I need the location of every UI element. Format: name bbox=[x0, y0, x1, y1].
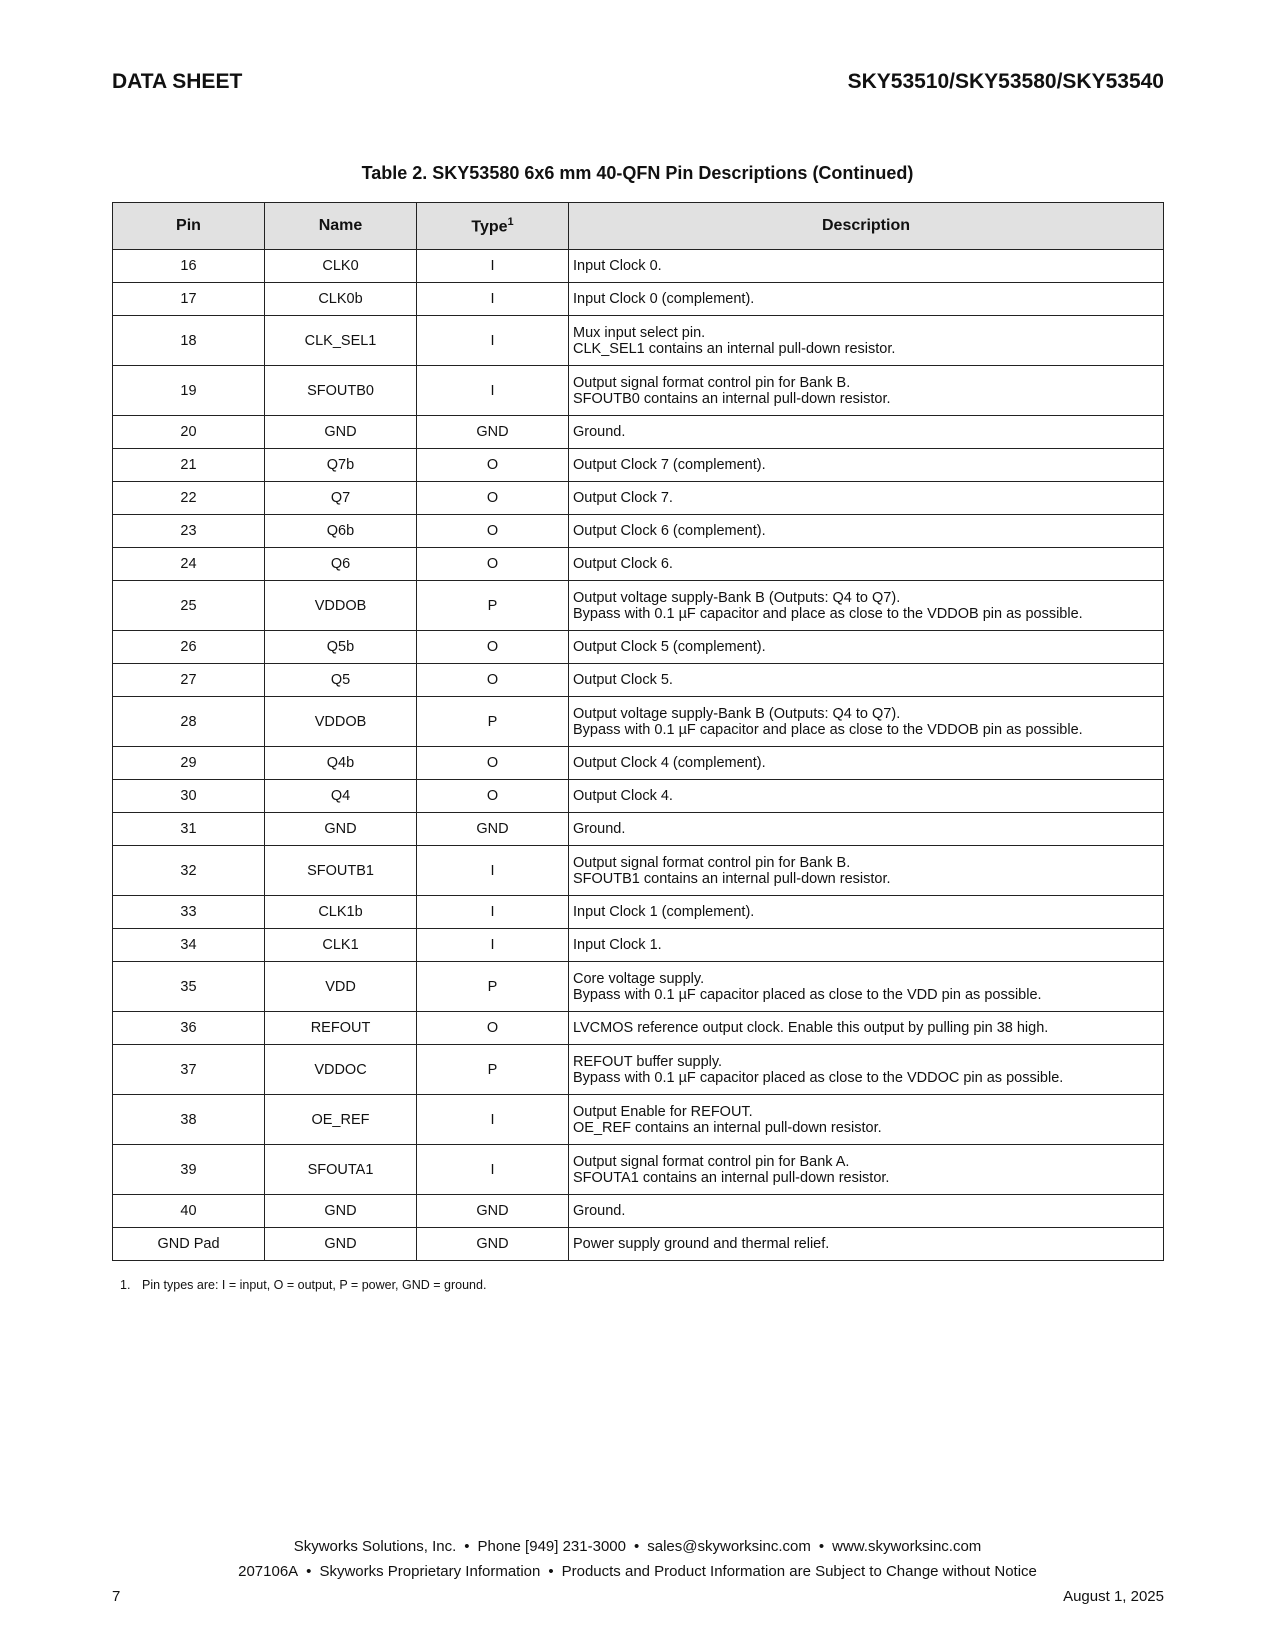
description-line: Bypass with 0.1 µF capacitor and place as close to the VDDOB pin as possible. bbox=[573, 605, 1083, 622]
cell-type: I bbox=[417, 846, 569, 896]
table-row bbox=[113, 664, 1164, 697]
cell-name: Q4b bbox=[265, 747, 417, 780]
column-header-type bbox=[417, 203, 569, 250]
table-body bbox=[113, 250, 1164, 1261]
column-header-pin: Pin bbox=[113, 203, 265, 250]
cell-name: GND bbox=[265, 1228, 417, 1261]
cell-pin: 33 bbox=[113, 896, 265, 929]
cell-pin: 25 bbox=[113, 581, 265, 631]
cell-type: P bbox=[417, 1045, 569, 1095]
cell-type: I bbox=[417, 283, 569, 316]
cell-name: GND bbox=[265, 416, 417, 449]
cell-pin: 24 bbox=[113, 548, 265, 581]
footer-website-link[interactable]: www.skyworksinc.com bbox=[832, 1538, 982, 1555]
table-row bbox=[113, 581, 1164, 631]
column-header-description: Description bbox=[569, 203, 1164, 250]
cell-pin: 29 bbox=[113, 747, 265, 780]
cell-pin: 23 bbox=[113, 515, 265, 548]
table-row bbox=[113, 813, 1164, 846]
cell-name: Q4 bbox=[265, 780, 417, 813]
footer-bullet: • bbox=[306, 1563, 312, 1580]
cell-name: VDD bbox=[265, 962, 417, 1012]
table-row bbox=[113, 1228, 1164, 1261]
table-row bbox=[113, 697, 1164, 747]
cell-pin: 40 bbox=[113, 1195, 265, 1228]
table-row bbox=[113, 283, 1164, 316]
footer-bullet: • bbox=[548, 1563, 554, 1580]
cell-pin: 28 bbox=[113, 697, 265, 747]
cell-description bbox=[569, 846, 1164, 896]
description-line: Output voltage supply-Bank B (Outputs: Q4 to Q7). bbox=[573, 589, 901, 606]
cell-description bbox=[569, 515, 1164, 548]
description-line: Output signal format control pin for Bank B. bbox=[573, 374, 851, 391]
cell-name: GND bbox=[265, 813, 417, 846]
table-row bbox=[113, 482, 1164, 515]
cell-type: P bbox=[417, 581, 569, 631]
description-line: SFOUTB0 contains an internal pull-down resistor. bbox=[573, 390, 891, 407]
table-row bbox=[113, 416, 1164, 449]
table-row bbox=[113, 1145, 1164, 1195]
page-number: 7 bbox=[112, 1588, 121, 1605]
column-header-name: Name bbox=[265, 203, 417, 250]
cell-description bbox=[569, 929, 1164, 962]
footer-bullet: • bbox=[464, 1538, 470, 1555]
description-line: CLK_SEL1 contains an internal pull-down resistor. bbox=[573, 340, 896, 357]
cell-type: GND bbox=[417, 813, 569, 846]
cell-name: REFOUT bbox=[265, 1012, 417, 1045]
description-line: Output Clock 6 (complement). bbox=[573, 523, 766, 539]
table-row bbox=[113, 316, 1164, 366]
cell-description bbox=[569, 780, 1164, 813]
table-row bbox=[113, 1095, 1164, 1145]
cell-name: VDDOB bbox=[265, 581, 417, 631]
description-line: SFOUTB1 contains an internal pull-down resistor. bbox=[573, 870, 891, 887]
cell-description bbox=[569, 449, 1164, 482]
cell-name: Q7b bbox=[265, 449, 417, 482]
footnote-text: Pin types are: I = input, O = output, P = power, GND = ground. bbox=[142, 1278, 487, 1292]
description-line: Bypass with 0.1 µF capacitor placed as close to the VDDOC pin as possible. bbox=[573, 1069, 1064, 1086]
cell-description bbox=[569, 316, 1164, 366]
cell-type: O bbox=[417, 747, 569, 780]
table-row bbox=[113, 1195, 1164, 1228]
cell-type: O bbox=[417, 548, 569, 581]
cell-pin: GND Pad bbox=[113, 1228, 265, 1261]
cell-description bbox=[569, 1095, 1164, 1145]
description-line: Output signal format control pin for Bank B. bbox=[573, 854, 851, 871]
footer-notice: Products and Product Information are Subject to Change without Notice bbox=[561, 1563, 1037, 1580]
cell-pin: 17 bbox=[113, 283, 265, 316]
description-line: Output Clock 4 (complement). bbox=[573, 755, 766, 771]
cell-description bbox=[569, 697, 1164, 747]
cell-type: I bbox=[417, 896, 569, 929]
cell-pin: 21 bbox=[113, 449, 265, 482]
footer-contact-line bbox=[0, 1538, 1275, 1555]
cell-type: P bbox=[417, 962, 569, 1012]
description-line: LVCMOS reference output clock. Enable this output by pulling pin 38 high. bbox=[573, 1020, 1049, 1036]
cell-pin: 27 bbox=[113, 664, 265, 697]
column-header-type-label: Type bbox=[471, 218, 508, 236]
cell-pin: 26 bbox=[113, 631, 265, 664]
cell-description bbox=[569, 416, 1164, 449]
cell-description bbox=[569, 581, 1164, 631]
footer-bullet: • bbox=[633, 1538, 640, 1555]
description-line: Output Clock 4. bbox=[573, 788, 673, 804]
header-doc-type: DATA SHEET bbox=[112, 70, 243, 93]
cell-type: GND bbox=[417, 1195, 569, 1228]
cell-description bbox=[569, 482, 1164, 515]
description-line: SFOUTA1 contains an internal pull-down resistor. bbox=[573, 1169, 890, 1186]
description-line: Input Clock 0. bbox=[573, 258, 662, 274]
cell-pin: 37 bbox=[113, 1045, 265, 1095]
cell-description bbox=[569, 1228, 1164, 1261]
description-line: Output voltage supply-Bank B (Outputs: Q4 to Q7). bbox=[573, 705, 901, 722]
cell-pin: 38 bbox=[113, 1095, 265, 1145]
description-line: Output Clock 6. bbox=[573, 556, 673, 572]
cell-type: GND bbox=[417, 1228, 569, 1261]
cell-type: I bbox=[417, 1095, 569, 1145]
description-line: Input Clock 1. bbox=[573, 937, 662, 953]
pin-descriptions-table bbox=[112, 202, 1164, 1261]
description-line: Output signal format control pin for Bank A. bbox=[573, 1153, 850, 1170]
cell-type: GND bbox=[417, 416, 569, 449]
description-line: Output Enable for REFOUT. bbox=[573, 1103, 753, 1120]
footer-bullet: • bbox=[818, 1538, 825, 1555]
cell-name: CLK0b bbox=[265, 283, 417, 316]
description-line: Ground. bbox=[573, 821, 626, 837]
cell-name: Q7 bbox=[265, 482, 417, 515]
cell-name: OE_REF bbox=[265, 1095, 417, 1145]
table-title: Table 2. SKY53580 6x6 mm 40-QFN Pin Descriptions (Continued) bbox=[361, 163, 914, 183]
description-line: OE_REF contains an internal pull-down resistor. bbox=[573, 1119, 882, 1136]
cell-pin: 35 bbox=[113, 962, 265, 1012]
cell-description bbox=[569, 1045, 1164, 1095]
cell-description bbox=[569, 1145, 1164, 1195]
cell-name: VDDOC bbox=[265, 1045, 417, 1095]
table-row bbox=[113, 929, 1164, 962]
cell-name: CLK0 bbox=[265, 250, 417, 283]
cell-type: O bbox=[417, 1012, 569, 1045]
description-line: Bypass with 0.1 µF capacitor placed as close to the VDD pin as possible. bbox=[573, 986, 1042, 1003]
description-line: Ground. bbox=[573, 1203, 626, 1219]
description-line: Core voltage supply. bbox=[573, 970, 705, 987]
description-line: Ground. bbox=[573, 424, 626, 440]
table-footnote bbox=[120, 1278, 486, 1292]
footer-legal-line bbox=[0, 1563, 1275, 1580]
footer-proprietary: Skyworks Proprietary Information bbox=[319, 1563, 541, 1580]
cell-name: SFOUTB0 bbox=[265, 366, 417, 416]
cell-name: CLK_SEL1 bbox=[265, 316, 417, 366]
table-row bbox=[113, 515, 1164, 548]
description-line: Output Clock 5 (complement). bbox=[573, 639, 766, 655]
table-row bbox=[113, 896, 1164, 929]
cell-name: Q5b bbox=[265, 631, 417, 664]
table-row bbox=[113, 548, 1164, 581]
cell-type: O bbox=[417, 780, 569, 813]
table-row bbox=[113, 1045, 1164, 1095]
cell-pin: 31 bbox=[113, 813, 265, 846]
cell-pin: 30 bbox=[113, 780, 265, 813]
description-line: Output Clock 5. bbox=[573, 672, 673, 688]
footnote-marker: 1 bbox=[507, 215, 514, 228]
cell-pin: 22 bbox=[113, 482, 265, 515]
cell-type: O bbox=[417, 664, 569, 697]
description-line: Power supply ground and thermal relief. bbox=[573, 1236, 830, 1252]
cell-type: P bbox=[417, 697, 569, 747]
cell-pin: 34 bbox=[113, 929, 265, 962]
cell-name: Q5 bbox=[265, 664, 417, 697]
cell-pin: 18 bbox=[113, 316, 265, 366]
cell-description bbox=[569, 896, 1164, 929]
cell-pin: 39 bbox=[113, 1145, 265, 1195]
cell-name: CLK1 bbox=[265, 929, 417, 962]
cell-type: O bbox=[417, 449, 569, 482]
table-row bbox=[113, 747, 1164, 780]
cell-type: I bbox=[417, 366, 569, 416]
header-part-numbers: SKY53510/SKY53580/SKY53540 bbox=[847, 70, 1164, 93]
cell-type: O bbox=[417, 482, 569, 515]
cell-pin: 32 bbox=[113, 846, 265, 896]
cell-name: VDDOB bbox=[265, 697, 417, 747]
cell-type: O bbox=[417, 631, 569, 664]
cell-description bbox=[569, 631, 1164, 664]
cell-description bbox=[569, 283, 1164, 316]
cell-name: Q6b bbox=[265, 515, 417, 548]
cell-pin: 36 bbox=[113, 1012, 265, 1045]
table-row bbox=[113, 449, 1164, 482]
footer-phone: Phone [949] 231-3000 bbox=[477, 1538, 626, 1555]
cell-description bbox=[569, 664, 1164, 697]
cell-pin: 20 bbox=[113, 416, 265, 449]
table-row bbox=[113, 780, 1164, 813]
cell-description bbox=[569, 366, 1164, 416]
description-line: REFOUT buffer supply. bbox=[573, 1053, 723, 1070]
cell-description bbox=[569, 1195, 1164, 1228]
cell-description bbox=[569, 250, 1164, 283]
cell-name: GND bbox=[265, 1195, 417, 1228]
cell-pin: 16 bbox=[113, 250, 265, 283]
table-header-row bbox=[113, 203, 1164, 250]
cell-description bbox=[569, 747, 1164, 780]
cell-name: Q6 bbox=[265, 548, 417, 581]
table-row bbox=[113, 962, 1164, 1012]
cell-description bbox=[569, 548, 1164, 581]
table-row bbox=[113, 1012, 1164, 1045]
description-line: Mux input select pin. bbox=[573, 324, 706, 341]
cell-type: I bbox=[417, 316, 569, 366]
description-line: Bypass with 0.1 µF capacitor and place as close to the VDDOB pin as possible. bbox=[573, 721, 1083, 738]
footnote-number: 1. bbox=[120, 1278, 131, 1292]
footer-doc-number: 207106A bbox=[238, 1563, 299, 1580]
description-line: Input Clock 1 (complement). bbox=[573, 904, 755, 920]
table-row bbox=[113, 250, 1164, 283]
description-line: Output Clock 7 (complement). bbox=[573, 457, 766, 473]
description-line: Input Clock 0 (complement). bbox=[573, 291, 755, 307]
cell-type: I bbox=[417, 1145, 569, 1195]
cell-description bbox=[569, 1012, 1164, 1045]
footer-date: August 1, 2025 bbox=[1063, 1588, 1164, 1605]
cell-type: I bbox=[417, 250, 569, 283]
cell-type: O bbox=[417, 515, 569, 548]
table-row bbox=[113, 846, 1164, 896]
footer-email-link[interactable]: sales@skyworksinc.com bbox=[647, 1538, 811, 1555]
cell-description bbox=[569, 813, 1164, 846]
footer-company: Skyworks Solutions, Inc. bbox=[293, 1538, 457, 1555]
cell-description bbox=[569, 962, 1164, 1012]
table-row bbox=[113, 366, 1164, 416]
cell-name: SFOUTB1 bbox=[265, 846, 417, 896]
cell-name: CLK1b bbox=[265, 896, 417, 929]
description-line: Output Clock 7. bbox=[573, 490, 673, 506]
table-row bbox=[113, 631, 1164, 664]
cell-type: I bbox=[417, 929, 569, 962]
cell-name: SFOUTA1 bbox=[265, 1145, 417, 1195]
cell-pin: 19 bbox=[113, 366, 265, 416]
